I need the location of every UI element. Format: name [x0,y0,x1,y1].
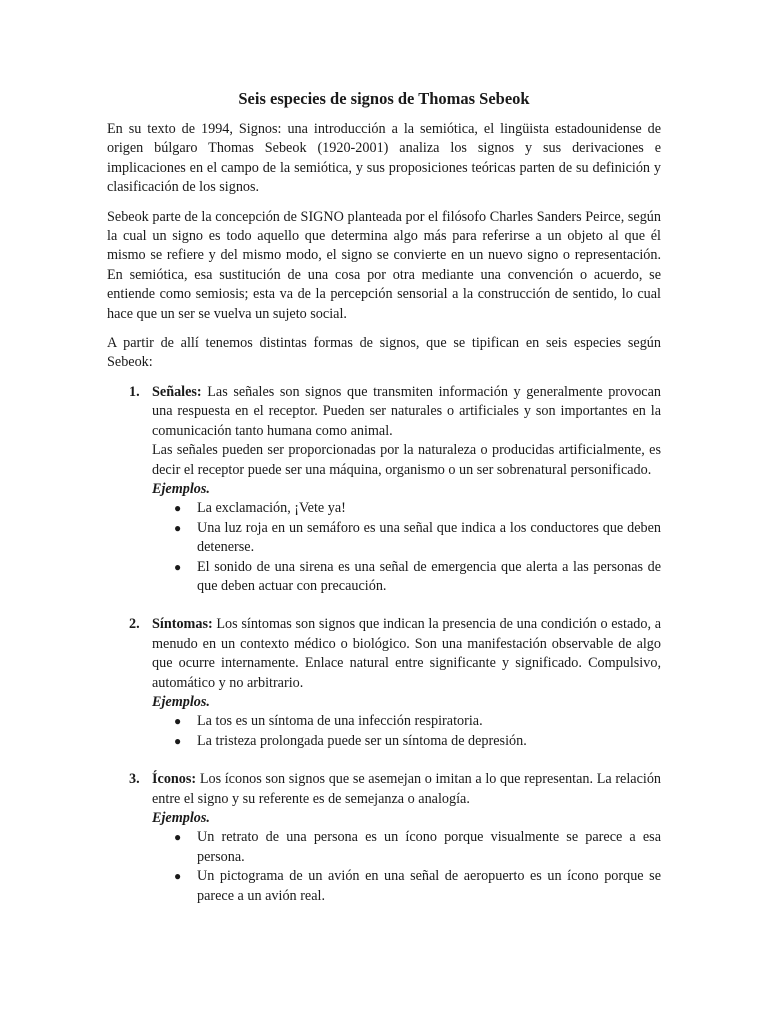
example-text: Un retrato de una persona es un ícono porque visualmente se parece a esa persona. [197,829,661,865]
example-item [152,732,661,751]
sign-definition [152,383,661,441]
list-number: 1. [129,383,140,400]
example-text: Un pictograma de un avión en una señal de aeropuerto es un ícono porque se parece a un avión real. [197,868,661,904]
bullet-icon: ● [174,733,182,748]
examples-label: Ejemplos. [152,810,210,826]
example-text: La tos es un síntoma de una infección respiratoria. [197,713,483,730]
sign-term: Síntomas: [152,616,213,633]
examples-label: Ejemplos. [152,480,210,497]
example-text: El sonido de una sirena es una señal de emergencia que alerta a las personas de que deben actuar con precaución. [197,558,661,594]
sign-term: Señales: [152,383,202,400]
example-text: La tristeza prolongada puede ser un síntoma de depresión. [197,732,527,749]
sign-term: Íconos: [152,771,197,788]
peirce-paragraph: Sebeok parte de la concepción de SIGNO planteada por el filósofo Charles Sanders Peirce, según la cual un signo es todo aquello que determina algo más para referirse a un objeto al que él mismo se refiere y del mismo modo, el signo se convierte en un nuevo signo o representación. En semiótica, esa sustitución de una cosa por otra mediante una convención o acuerdo, se entiende como semiosis; esta va de la percepción sensorial a la construcción de sentido, lo cual hace que un ser se vuelva un sujeto social. [107,208,661,322]
sign-species-list [107,383,661,906]
bullet-icon: ● [174,501,182,516]
bullet-icon: ● [174,559,182,574]
sign-definition [152,770,661,809]
types-intro-paragraph: A partir de allí tenemos distintas formas de signos, que se tipifican en seis especies según Sebeok: [107,335,661,371]
sign-item-senales [107,383,661,596]
bullet-icon: ● [174,714,182,729]
bullet-icon: ● [174,869,182,884]
list-number: 2. [129,616,140,633]
intro-paragraph: En su texto de 1994, Signos: una introducción a la semiótica, el lingüista estadounidense de origen búlgaro Thomas Sebeok (1920-2001) analiza los signos y sus derivaciones e implicaciones en el campo de la semiótica, y sus proposiciones teóricas parten de su definición y clasificación de los signos. [107,121,661,196]
examples-list [152,828,661,906]
sign-extra-text: Las señales pueden ser proporcionadas por la naturaleza o producidas artificialmente, es decir el receptor puede ser una máquina, organismo o un ser sobrenatural personificado. [152,442,661,478]
example-text: La exclamación, ¡Vete ya! [197,500,346,517]
document-page [107,88,661,925]
bullet-icon: ● [174,520,182,535]
sign-definition-text: Los síntomas son signos que indican la presencia de una condición o estado, a menudo en un contexto médico o biológico. Son una manifestación observable de algo que ocurre internamente. Enlace natural entre significante y significado. Compulsivo, automático y no arbitrario. [152,616,661,691]
bullet-icon: ● [174,830,182,845]
example-item [152,519,661,558]
example-item [152,558,661,597]
example-text: Una luz roja en un semáforo es una señal que indica a los conductores que deben detenerse. [197,519,661,556]
examples-list [152,499,661,596]
sign-definition-text: Los íconos son signos que se asemejan o imitan a lo que representan. La relación entre el signo y su referente es de semejanza o analogía. [152,771,662,807]
list-number: 3. [129,771,140,788]
example-item [152,499,661,518]
examples-list [152,712,661,751]
example-item [152,828,661,867]
document-title: Seis especies de signos de Thomas Sebeok [238,89,530,108]
example-item [152,867,661,906]
examples-label: Ejemplos. [152,693,210,710]
sign-definition-text: Las señales son signos que transmiten información y generalmente provocan una respuesta en el receptor. Pueden ser naturales o artificiales y son importantes en la comunicación tanto humana como animal. [152,383,661,439]
example-item [152,712,661,731]
sign-item-iconos [107,770,661,906]
sign-definition [152,615,661,693]
sign-item-sintomas [107,615,661,751]
